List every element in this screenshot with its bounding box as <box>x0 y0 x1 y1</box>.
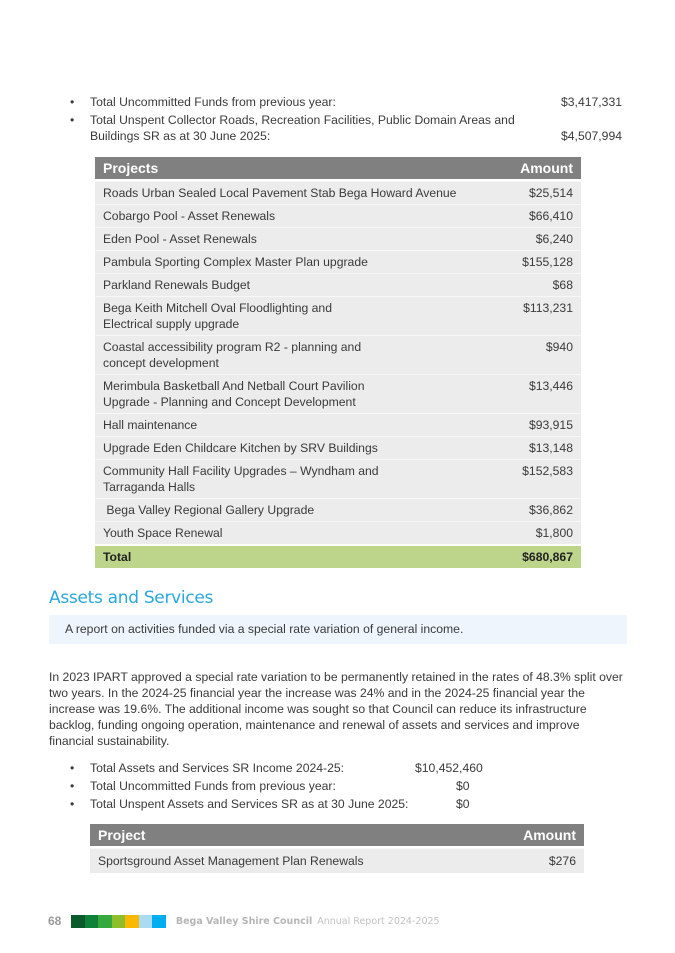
summary-value: $3,417,331 <box>561 95 622 109</box>
project-amount: $93,915 <box>512 414 581 437</box>
project-amount: $152,583 <box>512 460 581 499</box>
summary-label: Total Unspent Assets and Services SR as at 30 June 2025: <box>90 797 409 811</box>
table-row <box>95 499 581 522</box>
project-amount: $66,410 <box>512 205 581 228</box>
color-swatch-bar <box>71 915 166 928</box>
project-name: Sportsground Asset Management Plan Renewals <box>90 849 487 874</box>
summary-item <box>70 760 483 776</box>
project-amount: $68 <box>512 274 581 297</box>
table-row <box>95 251 581 274</box>
project-name: Parkland Renewals Budget <box>95 274 512 297</box>
bullet-icon: • <box>70 761 75 775</box>
summary-item <box>70 94 622 110</box>
project-name: Bega Keith Mitchell Oval Floodlighting and Electrical supply upgrade <box>95 297 512 336</box>
swatch-yellow <box>125 915 139 928</box>
swatch-dark-green <box>71 915 85 928</box>
swatch-green <box>85 915 99 928</box>
total-label: Total <box>95 545 512 568</box>
table-row <box>95 522 581 546</box>
project-amount: $113,231 <box>512 297 581 336</box>
project-amount: $25,514 <box>512 182 581 205</box>
table-header-row <box>90 824 584 846</box>
table-row <box>95 205 581 228</box>
project-name: Bega Valley Regional Gallery Upgrade <box>95 499 512 522</box>
summary-label: Total Assets and Services SR Income 2024-25: <box>90 761 345 775</box>
project-amount: $13,148 <box>512 437 581 460</box>
project-name: Hall maintenance <box>95 414 512 437</box>
projects-table <box>95 157 581 568</box>
summary-item <box>70 112 622 144</box>
bullet-icon: • <box>70 779 75 793</box>
project-amount: $13,446 <box>512 375 581 414</box>
project-name: Pambula Sporting Complex Master Plan upgrade <box>95 251 512 274</box>
summary-label: Total Uncommitted Funds from previous year: <box>90 779 336 793</box>
bullet-icon: • <box>70 797 75 811</box>
table-row <box>95 375 581 414</box>
project-amount: $940 <box>512 336 581 375</box>
total-row <box>95 545 581 568</box>
bullet-icon: • <box>70 113 75 127</box>
project-amount: $1,800 <box>512 522 581 546</box>
table-row <box>95 297 581 336</box>
summary-value: $10,452,460 <box>415 761 483 775</box>
project-amount: $155,128 <box>512 251 581 274</box>
assets-summary-list <box>70 760 483 814</box>
project-name: Coastal accessibility program R2 - planning and concept development <box>95 336 512 375</box>
project-name: Merimbula Basketball And Netball Court Pavilion Upgrade - Planning and Concept Development <box>95 375 512 414</box>
swatch-light-blue <box>139 915 153 928</box>
summary-item <box>70 796 480 812</box>
table-row <box>90 849 584 874</box>
summary-label: Total Uncommitted Funds from previous year: <box>90 95 336 109</box>
bullet-icon: • <box>70 95 75 109</box>
table-row <box>95 414 581 437</box>
swatch-mid-green <box>98 915 112 928</box>
document-title: Annual Report 2024-2025 <box>317 915 440 927</box>
section-paragraph: In 2023 IPART approved a special rate variation to be permanently retained in the rates of 48.3% split over two years. In the 2024-25 financial year the increase was 24% and in the 2024-25 financial year the increase was 19.6%. The additional income was sought so that Council can reduce its infrastructure backlog, funding ongoing operation, maintenance and renewal of assets and services and improve financial sustainability. <box>49 670 623 748</box>
page-number: 68 <box>48 914 62 928</box>
column-header-amount: Amount <box>512 157 581 179</box>
table-row <box>95 460 581 499</box>
project-name: Cobargo Pool - Asset Renewals <box>95 205 512 228</box>
summary-label: Total Unspent Collector Roads, Recreation Facilities, Public Domain Areas and Buildings SR as at 30 June 2025: <box>90 113 515 143</box>
top-summary-list <box>70 94 622 146</box>
summary-value: $4,507,994 <box>561 129 622 143</box>
table-row <box>95 437 581 460</box>
table-row <box>95 274 581 297</box>
column-header-amount: Amount <box>487 824 584 846</box>
assets-projects-table <box>90 824 584 873</box>
project-amount: $276 <box>487 849 584 874</box>
project-name: Roads Urban Sealed Local Pavement Stab Bega Howard Avenue <box>95 182 512 205</box>
project-amount: $6,240 <box>512 228 581 251</box>
organization-name: Bega Valley Shire Council <box>175 915 313 927</box>
summary-value: $0 <box>456 779 470 793</box>
total-amount: $680,867 <box>512 545 581 568</box>
section-title: Assets and Services <box>49 588 214 608</box>
summary-item <box>70 778 480 794</box>
table-row <box>95 336 581 375</box>
project-name: Eden Pool - Asset Renewals <box>95 228 512 251</box>
swatch-blue <box>152 915 166 928</box>
section-callout: A report on activities funded via a special rate variation of general income. <box>49 615 627 644</box>
table-row <box>95 182 581 205</box>
project-name: Community Hall Facility Upgrades – Wyndham and Tarraganda Halls <box>95 460 512 499</box>
swatch-lime <box>112 915 126 928</box>
summary-value: $0 <box>456 797 470 811</box>
table-row <box>95 228 581 251</box>
project-name: Upgrade Eden Childcare Kitchen by SRV Buildings <box>95 437 512 460</box>
project-name: Youth Space Renewal <box>95 522 512 546</box>
column-header-project: Project <box>90 824 487 846</box>
project-amount: $36,862 <box>512 499 581 522</box>
table-header-row <box>95 157 581 179</box>
page-footer <box>48 914 440 928</box>
column-header-projects: Projects <box>95 157 512 179</box>
